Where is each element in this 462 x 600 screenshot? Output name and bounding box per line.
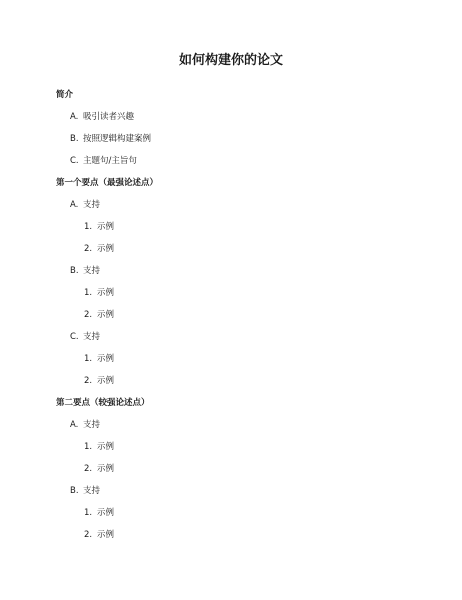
outline-subitem	[84, 463, 114, 475]
subitem-marker: 2.	[84, 244, 93, 254]
item-marker: B.	[70, 266, 79, 276]
item-marker: B.	[70, 486, 79, 496]
item-text: 支持	[83, 200, 101, 210]
subitem-marker: 2.	[84, 376, 93, 386]
outline-subitem	[84, 309, 114, 321]
subitem-text: 示例	[97, 222, 115, 232]
outline-subitem	[84, 529, 114, 541]
subitem-marker: 1.	[84, 442, 93, 452]
section-heading: 第一个要点（最强论述点）	[56, 178, 159, 188]
document-title: 如何构建你的论文	[178, 53, 283, 68]
outline-subitem	[84, 375, 114, 387]
section-heading: 第二要点（较强论述点）	[56, 398, 150, 408]
subitem-text: 示例	[97, 464, 115, 474]
item-marker: A.	[70, 112, 79, 122]
subitem-marker: 2.	[84, 310, 93, 320]
subitem-text: 示例	[97, 508, 115, 518]
outline-subitem	[84, 287, 114, 299]
outline-item	[70, 133, 151, 145]
outline-item	[70, 265, 100, 277]
item-text: 吸引读者兴趣	[83, 112, 135, 122]
subitem-marker: 1.	[84, 354, 93, 364]
item-text: 按照逻辑构建案例	[83, 134, 152, 144]
subitem-text: 示例	[97, 354, 115, 364]
item-marker: A.	[70, 200, 79, 210]
outline-subitem	[84, 507, 114, 519]
item-marker: C.	[70, 156, 79, 166]
outline-item	[70, 199, 100, 211]
item-text: 支持	[83, 266, 101, 276]
subitem-marker: 2.	[84, 464, 93, 474]
item-text: 支持	[83, 486, 101, 496]
item-marker: B.	[70, 134, 79, 144]
subitem-marker: 1.	[84, 288, 93, 298]
subitem-marker: 1.	[84, 508, 93, 518]
outline-item	[70, 331, 100, 343]
item-text: 支持	[83, 332, 101, 342]
item-marker: A.	[70, 420, 79, 430]
outline-item	[70, 155, 137, 167]
outline-item	[70, 419, 100, 431]
outline-subitem	[84, 243, 114, 255]
outline-subitem	[84, 441, 114, 453]
outline-item	[70, 485, 100, 497]
subitem-text: 示例	[97, 376, 115, 386]
subitem-text: 示例	[97, 244, 115, 254]
subitem-text: 示例	[97, 530, 115, 540]
subitem-marker: 1.	[84, 222, 93, 232]
item-text: 主题句/主旨句	[83, 156, 137, 166]
subitem-marker: 2.	[84, 530, 93, 540]
subitem-text: 示例	[97, 442, 115, 452]
item-text: 支持	[83, 420, 101, 430]
item-marker: C.	[70, 332, 79, 342]
outline-subitem	[84, 353, 114, 365]
outline-subitem	[84, 221, 114, 233]
section-heading: 简介	[56, 90, 74, 100]
outline-item	[70, 111, 134, 123]
subitem-text: 示例	[97, 310, 115, 320]
subitem-text: 示例	[97, 288, 115, 298]
